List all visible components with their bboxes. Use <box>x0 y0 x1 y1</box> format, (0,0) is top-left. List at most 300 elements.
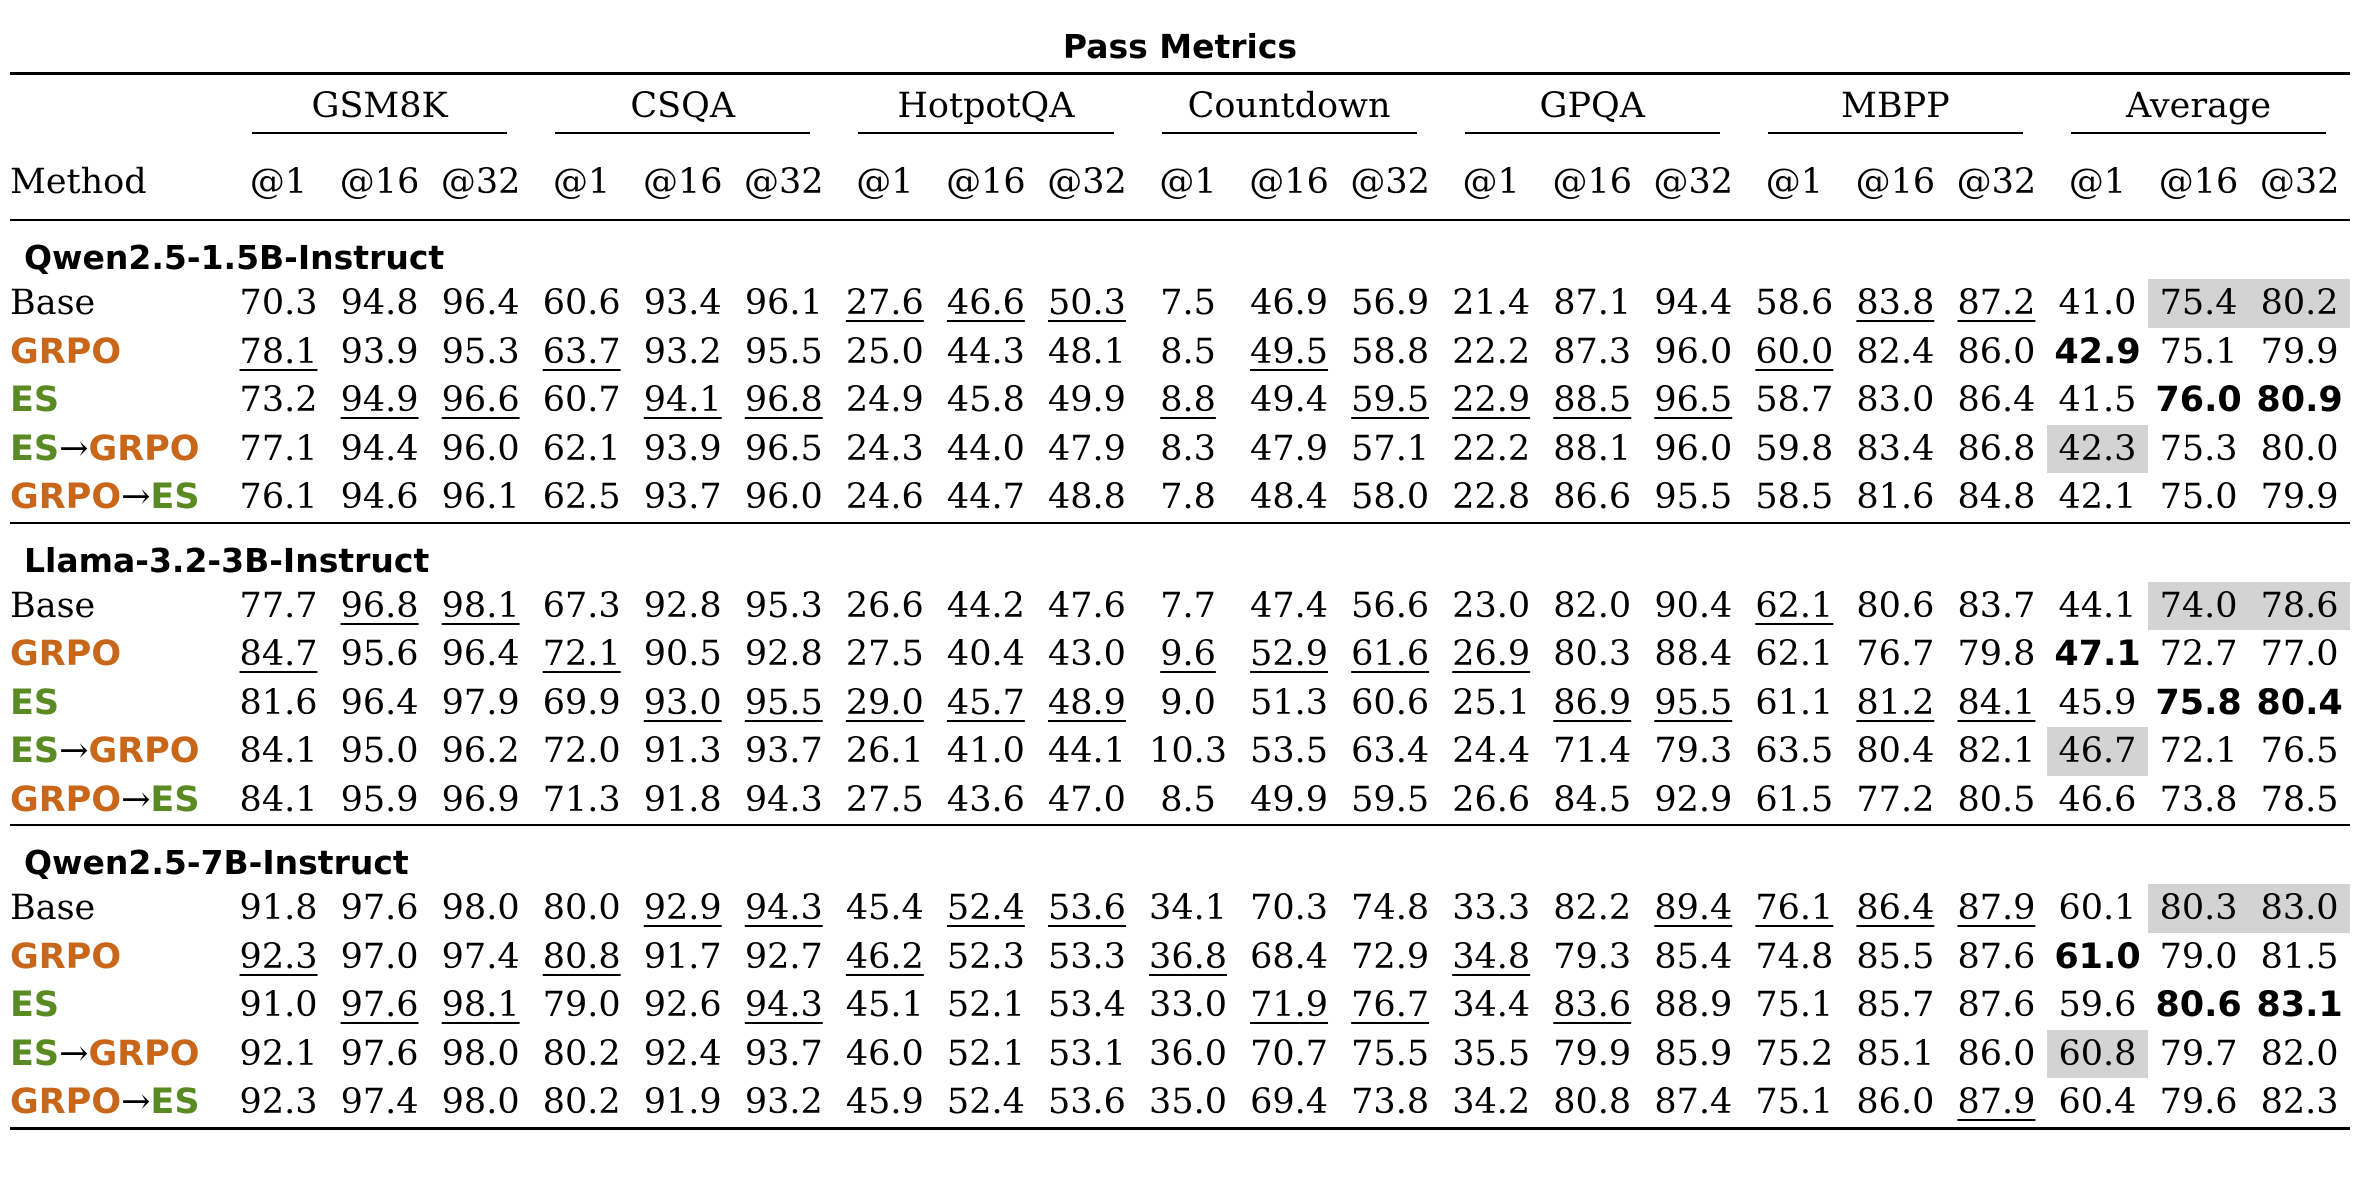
table-row <box>10 679 2350 728</box>
value-text: 87.6 <box>1957 936 2036 977</box>
value-text: 72.9 <box>1351 936 1430 977</box>
value-text: 84.7 <box>239 634 318 675</box>
value-text: 60.0 <box>1755 331 1834 372</box>
value-cell <box>2148 473 2249 523</box>
value-text: 98.0 <box>441 1082 520 1123</box>
value-text: 60.7 <box>542 380 621 421</box>
value-text: 88.1 <box>1553 428 1632 469</box>
value-cell <box>935 727 1036 776</box>
value-text: 84.1 <box>1957 682 2036 723</box>
value-text: 62.1 <box>542 428 621 469</box>
value-cell <box>1239 727 1340 776</box>
value-cell <box>2249 376 2350 425</box>
value-cell <box>1441 679 1542 728</box>
value-cell <box>1946 727 2047 776</box>
value-text: 59.6 <box>2058 985 2137 1026</box>
value-cell <box>1643 1030 1744 1079</box>
method-name-part: GRPO <box>88 731 200 772</box>
method-name-part: ES <box>150 1082 200 1123</box>
value-text: 8.8 <box>1160 380 1216 421</box>
value-cell <box>1441 933 1542 982</box>
value-cell <box>1441 376 1542 425</box>
value-text: 94.4 <box>340 428 419 469</box>
results-table-figure <box>10 22 2350 1130</box>
value-cell <box>2148 328 2249 377</box>
value-text: 80.2 <box>542 1082 621 1123</box>
value-cell <box>2047 727 2148 776</box>
value-cell <box>228 933 329 982</box>
value-cell <box>1542 981 1643 1030</box>
value-text: 77.2 <box>1856 779 1935 820</box>
value-cell <box>531 679 632 728</box>
value-cell <box>1643 933 1744 982</box>
value-cell <box>2148 279 2249 328</box>
value-text: 94.4 <box>1654 283 1733 324</box>
value-cell <box>1340 933 1441 982</box>
value-cell <box>228 328 329 377</box>
subcolumn-header: @16 <box>2148 145 2249 220</box>
value-text: 21.4 <box>1452 283 1531 324</box>
value-cell <box>2148 933 2249 982</box>
value-cell <box>1845 933 1946 982</box>
value-cell <box>2249 981 2350 1030</box>
value-cell <box>1744 727 1845 776</box>
value-cell <box>834 1030 935 1079</box>
value-cell <box>733 376 834 425</box>
method-name-part: GRPO <box>10 634 122 675</box>
value-text: 8.5 <box>1160 779 1216 820</box>
value-text: 61.0 <box>2054 936 2141 977</box>
value-text: 88.4 <box>1654 634 1733 675</box>
value-cell <box>1542 376 1643 425</box>
value-cell <box>1643 582 1744 631</box>
method-label <box>10 1034 200 1074</box>
value-cell <box>2249 679 2350 728</box>
value-cell <box>430 776 531 826</box>
subcolumn-header: @1 <box>1441 145 1542 220</box>
value-cell <box>1441 582 1542 631</box>
value-cell <box>1340 1030 1441 1079</box>
subcolumn-header: @32 <box>1946 145 2047 220</box>
table-row <box>10 933 2350 982</box>
value-cell <box>1542 425 1643 474</box>
value-text: 87.1 <box>1553 283 1632 324</box>
value-text: 93.2 <box>643 331 722 372</box>
value-text: 70.3 <box>1250 888 1329 929</box>
value-text: 98.1 <box>441 985 520 1026</box>
value-cell <box>1441 727 1542 776</box>
value-cell <box>1744 425 1845 474</box>
table-row <box>10 582 2350 631</box>
value-cell <box>1744 776 1845 826</box>
value-cell <box>834 727 935 776</box>
value-cell <box>1542 279 1643 328</box>
value-text: 80.6 <box>2155 985 2242 1026</box>
value-cell <box>430 582 531 631</box>
value-text: 46.7 <box>2058 731 2137 772</box>
value-cell <box>1036 1078 1137 1128</box>
value-text: 78.6 <box>2260 585 2339 626</box>
subcolumn-header: @16 <box>935 145 1036 220</box>
value-text: 77.0 <box>2260 634 2339 675</box>
value-cell <box>228 473 329 523</box>
value-cell <box>1744 279 1845 328</box>
value-text: 71.3 <box>542 779 621 820</box>
method-name-part: GRPO <box>88 428 200 469</box>
value-text: 24.4 <box>1452 731 1531 772</box>
value-cell <box>329 981 430 1030</box>
value-text: 74.0 <box>2159 585 2238 626</box>
value-text: 59.5 <box>1351 779 1430 820</box>
value-text: 82.0 <box>1553 585 1632 626</box>
value-text: 96.6 <box>441 380 520 421</box>
arrow-symbol: → <box>59 1033 89 1074</box>
method-name-part: ES <box>10 731 60 772</box>
value-text: 27.5 <box>845 634 924 675</box>
subcolumn-header: @16 <box>632 145 733 220</box>
value-cell <box>834 279 935 328</box>
value-text: 8.5 <box>1160 331 1216 372</box>
subcolumn-header: @1 <box>834 145 935 220</box>
value-text: 45.9 <box>845 1082 924 1123</box>
method-cell <box>10 473 228 523</box>
value-text: 79.7 <box>2159 1033 2238 1074</box>
value-text: 71.9 <box>1250 985 1329 1026</box>
value-text: 9.6 <box>1160 634 1216 675</box>
value-text: 44.3 <box>946 331 1025 372</box>
value-cell <box>2148 425 2249 474</box>
arrow-symbol: → <box>121 477 151 518</box>
method-name-part: Base <box>10 585 96 626</box>
method-name-part: ES <box>10 1033 60 1074</box>
value-text: 63.4 <box>1351 731 1430 772</box>
value-text: 95.6 <box>340 634 419 675</box>
value-cell <box>1138 933 1239 982</box>
value-cell <box>632 884 733 933</box>
subcolumn-header: @32 <box>1340 145 1441 220</box>
value-text: 94.3 <box>744 779 823 820</box>
value-text: 43.0 <box>1047 634 1126 675</box>
value-cell <box>329 473 430 523</box>
value-text: 83.0 <box>2260 888 2339 929</box>
value-cell <box>2249 1030 2350 1079</box>
value-cell <box>1036 933 1137 982</box>
value-cell <box>1441 776 1542 826</box>
value-cell <box>1845 884 1946 933</box>
value-text: 34.4 <box>1452 985 1531 1026</box>
method-name-part: ES <box>150 477 200 518</box>
value-cell <box>1744 981 1845 1030</box>
value-text: 61.5 <box>1755 779 1834 820</box>
value-cell <box>733 582 834 631</box>
value-cell <box>531 776 632 826</box>
value-text: 24.6 <box>845 477 924 518</box>
value-cell <box>1138 376 1239 425</box>
value-text: 26.6 <box>1452 779 1531 820</box>
value-text: 70.7 <box>1250 1033 1329 1074</box>
value-cell <box>733 884 834 933</box>
value-text: 80.0 <box>542 888 621 929</box>
value-text: 96.0 <box>441 428 520 469</box>
value-cell <box>1036 727 1137 776</box>
value-text: 73.8 <box>1351 1082 1430 1123</box>
value-cell <box>1138 279 1239 328</box>
value-text: 93.7 <box>744 1033 823 1074</box>
value-cell <box>1138 473 1239 523</box>
value-cell <box>1036 425 1137 474</box>
value-cell <box>430 473 531 523</box>
value-cell <box>2148 582 2249 631</box>
value-cell <box>2047 679 2148 728</box>
value-cell <box>531 425 632 474</box>
value-cell <box>1845 279 1946 328</box>
value-cell <box>228 1030 329 1079</box>
subcolumn-header: @32 <box>430 145 531 220</box>
value-text: 72.1 <box>542 634 621 675</box>
value-text: 45.9 <box>2058 682 2137 723</box>
value-cell <box>1946 884 2047 933</box>
value-text: 75.2 <box>1755 1033 1834 1074</box>
value-cell <box>228 981 329 1030</box>
value-cell <box>1643 376 1744 425</box>
value-text: 97.6 <box>340 1033 419 1074</box>
value-cell <box>733 630 834 679</box>
value-cell <box>1036 1030 1137 1079</box>
pass-metrics-table <box>10 75 2350 1130</box>
value-cell <box>1239 582 1340 631</box>
value-text: 98.0 <box>441 888 520 929</box>
method-name-part: Base <box>10 283 96 324</box>
value-cell <box>2249 425 2350 474</box>
value-cell <box>1542 727 1643 776</box>
value-cell <box>2148 727 2249 776</box>
method-cell <box>10 328 228 377</box>
value-cell <box>733 279 834 328</box>
value-text: 46.2 <box>845 936 924 977</box>
value-cell <box>1036 279 1137 328</box>
value-text: 83.1 <box>2256 985 2343 1026</box>
subcolumn-header: @16 <box>1239 145 1340 220</box>
value-text: 74.8 <box>1351 888 1430 929</box>
value-cell <box>1542 884 1643 933</box>
value-cell <box>935 933 1036 982</box>
value-text: 92.1 <box>239 1033 318 1074</box>
method-cell <box>10 1030 228 1079</box>
value-text: 80.3 <box>2159 888 2238 929</box>
group-header-hotpotqa <box>834 75 1137 145</box>
value-text: 56.6 <box>1351 585 1430 626</box>
subcolumn-header: @32 <box>733 145 834 220</box>
value-text: 87.9 <box>1957 1082 2036 1123</box>
value-cell <box>531 1030 632 1079</box>
value-cell <box>228 582 329 631</box>
value-text: 80.9 <box>2256 380 2343 421</box>
value-cell <box>329 933 430 982</box>
value-cell <box>2249 884 2350 933</box>
value-cell <box>1643 1078 1744 1128</box>
value-text: 80.2 <box>2260 283 2339 324</box>
value-text: 61.1 <box>1755 682 1834 723</box>
value-text: 93.4 <box>643 283 722 324</box>
value-text: 73.8 <box>2159 779 2238 820</box>
value-text: 58.8 <box>1351 331 1430 372</box>
value-text: 92.8 <box>643 585 722 626</box>
method-cell <box>10 376 228 425</box>
table-row <box>10 425 2350 474</box>
value-text: 58.7 <box>1755 380 1834 421</box>
method-name-part: ES <box>150 779 200 820</box>
value-cell <box>1845 630 1946 679</box>
value-cell <box>430 884 531 933</box>
value-text: 97.4 <box>441 936 520 977</box>
value-text: 61.6 <box>1351 634 1430 675</box>
method-name-part: GRPO <box>10 779 122 820</box>
value-cell <box>632 1030 733 1079</box>
value-text: 52.1 <box>946 985 1025 1026</box>
value-cell <box>1441 630 1542 679</box>
value-cell <box>935 376 1036 425</box>
value-cell <box>834 776 935 826</box>
section-title: Llama-3.2-3B-Instruct <box>24 540 430 580</box>
value-cell <box>1441 1030 1542 1079</box>
value-cell <box>834 884 935 933</box>
value-cell <box>1845 981 1946 1030</box>
value-text: 79.9 <box>2260 331 2339 372</box>
value-cell <box>733 776 834 826</box>
value-cell <box>1239 425 1340 474</box>
value-cell <box>1845 473 1946 523</box>
arrow-symbol: → <box>121 779 151 820</box>
value-text: 76.0 <box>2155 380 2242 421</box>
value-cell <box>733 328 834 377</box>
section-header-row <box>10 825 2350 884</box>
value-cell <box>430 279 531 328</box>
value-cell <box>228 727 329 776</box>
value-cell <box>1744 884 1845 933</box>
value-text: 58.0 <box>1351 477 1430 518</box>
value-text: 73.2 <box>239 380 318 421</box>
value-text: 45.1 <box>845 985 924 1026</box>
value-cell <box>1340 630 1441 679</box>
value-cell <box>228 425 329 474</box>
value-text: 43.6 <box>946 779 1025 820</box>
value-cell <box>1239 279 1340 328</box>
value-text: 84.8 <box>1957 477 2036 518</box>
value-cell <box>1441 473 1542 523</box>
value-cell <box>2047 884 2148 933</box>
value-text: 86.0 <box>1957 1033 2036 1074</box>
value-cell <box>2148 1078 2249 1128</box>
value-cell <box>834 679 935 728</box>
value-text: 97.6 <box>340 985 419 1026</box>
value-text: 78.5 <box>2260 779 2339 820</box>
group-header-label: HotpotQA <box>858 86 1113 134</box>
value-text: 47.0 <box>1047 779 1126 820</box>
value-cell <box>1138 1030 1239 1079</box>
arrow-symbol: → <box>59 428 89 469</box>
value-text: 76.1 <box>239 477 318 518</box>
value-cell <box>1036 981 1137 1030</box>
value-text: 75.0 <box>2159 477 2238 518</box>
method-cell <box>10 884 228 933</box>
value-text: 58.5 <box>1755 477 1834 518</box>
value-text: 94.8 <box>340 283 419 324</box>
value-text: 76.7 <box>1856 634 1935 675</box>
value-cell <box>1845 1030 1946 1079</box>
subcolumn-header: @16 <box>329 145 430 220</box>
value-cell <box>1744 376 1845 425</box>
value-cell <box>1643 630 1744 679</box>
value-text: 86.4 <box>1856 888 1935 929</box>
value-cell <box>935 1030 1036 1079</box>
method-name-part: GRPO <box>10 936 122 977</box>
group-header-mbpp <box>1744 75 2047 145</box>
value-cell <box>228 1078 329 1128</box>
value-cell <box>1845 582 1946 631</box>
value-cell <box>329 376 430 425</box>
value-text: 26.9 <box>1452 634 1531 675</box>
value-cell <box>1744 1078 1845 1128</box>
value-cell <box>935 679 1036 728</box>
value-text: 9.0 <box>1160 682 1216 723</box>
value-cell <box>2047 981 2148 1030</box>
value-cell <box>1946 1078 2047 1128</box>
value-text: 24.3 <box>845 428 924 469</box>
value-text: 86.0 <box>1957 331 2036 372</box>
value-cell <box>733 981 834 1030</box>
value-cell <box>2249 473 2350 523</box>
value-text: 95.5 <box>744 331 823 372</box>
value-text: 75.1 <box>2159 331 2238 372</box>
value-text: 53.6 <box>1047 888 1126 929</box>
method-label <box>10 586 95 626</box>
method-cell <box>10 279 228 328</box>
value-text: 34.1 <box>1149 888 1227 929</box>
value-text: 46.6 <box>2058 779 2137 820</box>
value-cell <box>1340 328 1441 377</box>
value-text: 44.2 <box>946 585 1025 626</box>
value-text: 93.0 <box>643 682 722 723</box>
value-cell <box>1036 884 1137 933</box>
value-text: 36.0 <box>1149 1033 1227 1074</box>
value-text: 71.4 <box>1553 731 1632 772</box>
value-text: 63.5 <box>1755 731 1834 772</box>
group-header-spacer <box>10 75 228 145</box>
value-cell <box>2047 776 2148 826</box>
value-text: 85.7 <box>1856 985 1935 1026</box>
value-cell <box>632 679 733 728</box>
value-cell <box>834 473 935 523</box>
value-text: 87.9 <box>1957 888 2036 929</box>
value-cell <box>1138 679 1239 728</box>
value-cell <box>1946 376 2047 425</box>
value-text: 41.0 <box>2058 283 2137 324</box>
value-text: 53.4 <box>1047 985 1126 1026</box>
value-text: 76.1 <box>1755 888 1834 929</box>
value-cell <box>1643 776 1744 826</box>
value-cell <box>1340 582 1441 631</box>
value-cell <box>2148 884 2249 933</box>
value-text: 80.2 <box>542 1033 621 1074</box>
value-text: 86.8 <box>1957 428 2036 469</box>
value-text: 22.9 <box>1452 380 1531 421</box>
value-text: 8.3 <box>1160 428 1216 469</box>
value-cell <box>430 328 531 377</box>
value-cell <box>329 279 430 328</box>
value-cell <box>1441 1078 1542 1128</box>
value-cell <box>1036 582 1137 631</box>
value-cell <box>1138 328 1239 377</box>
